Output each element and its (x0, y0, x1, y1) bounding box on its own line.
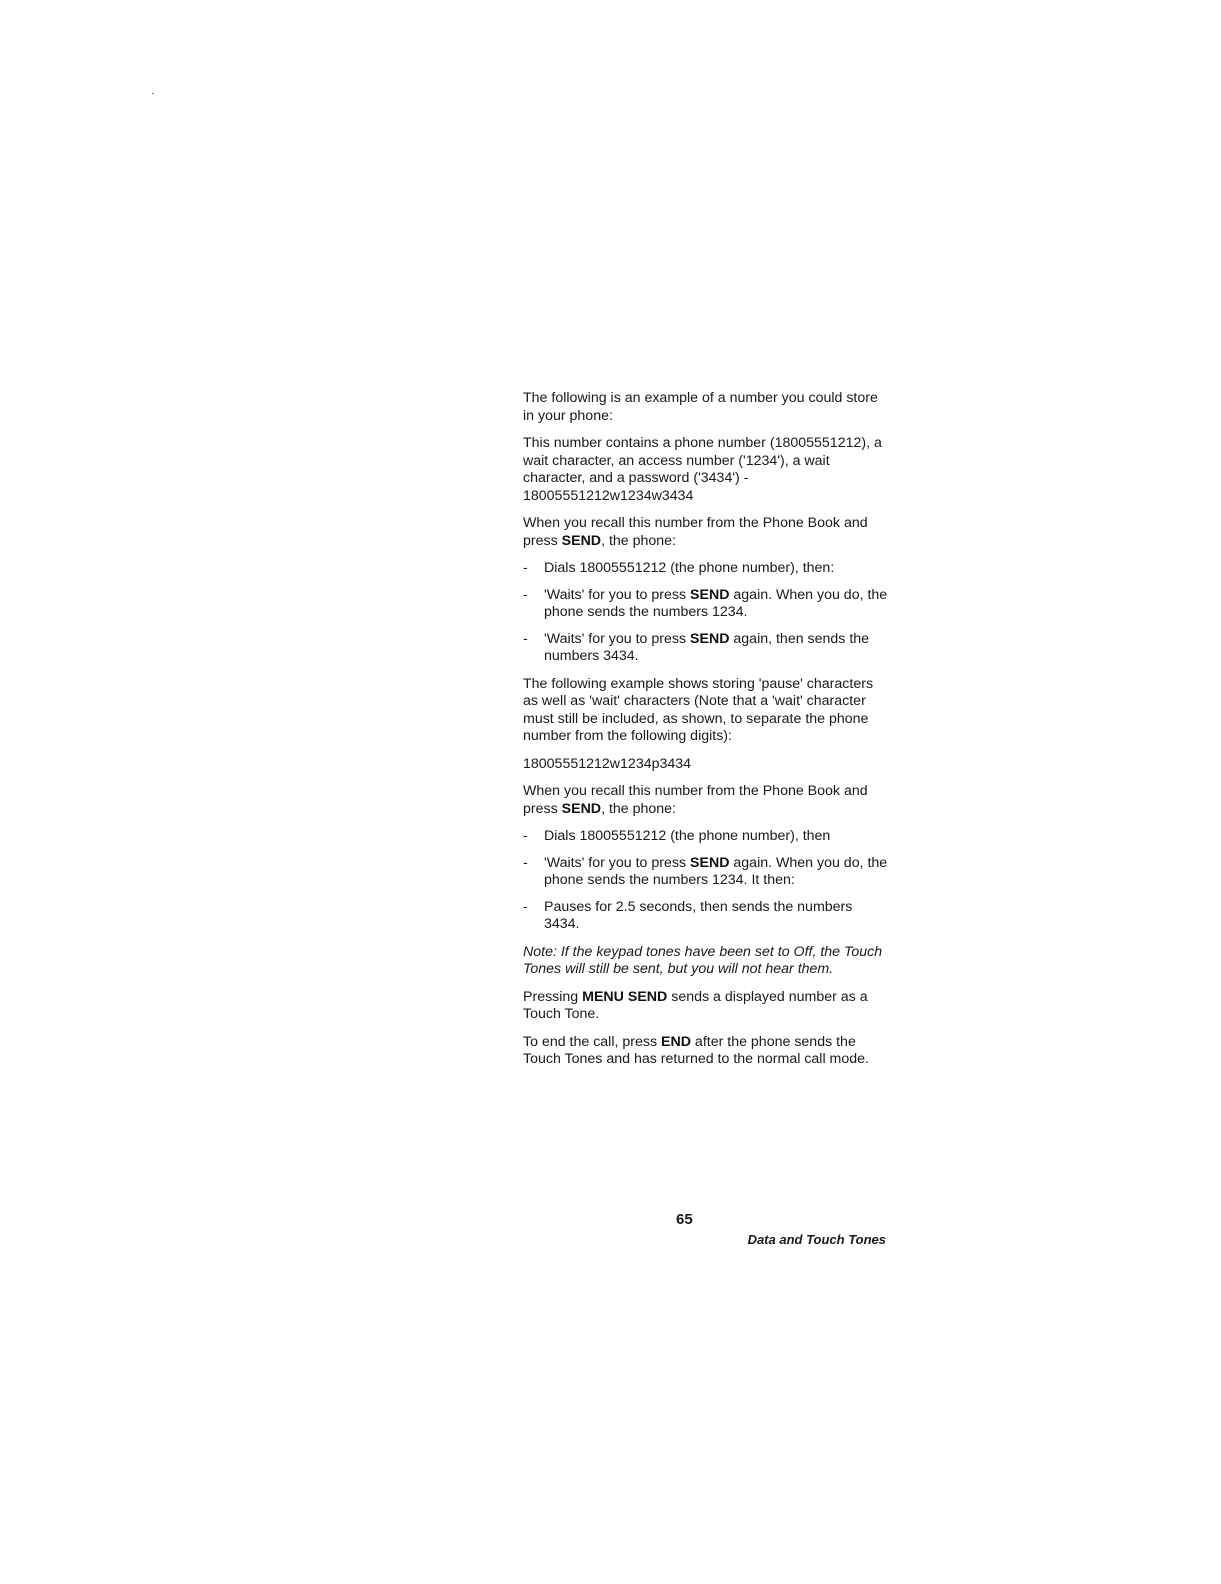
list-item: - 'Waits' for you to press SEND again, then sends the numbers 3434. (523, 630, 870, 664)
recall-paragraph-2: When you recall this number from the Phone Book and press SEND, the phone: (523, 783, 868, 817)
wait-steps-list (523, 560, 888, 666)
section-footer-title: Data and Touch Tones (747, 1232, 886, 1247)
end-call-paragraph: To end the call, press END after the phone sends the Touch Tones and has returned to the normal call mode. (523, 1033, 869, 1067)
example-number: 18005551212w1234p3434 (523, 755, 692, 772)
send-key-label: SEND (690, 854, 730, 871)
body-text (523, 390, 888, 1079)
scan-speck (152, 93, 154, 94)
list-item: - 'Waits' for you to press SEND again. When you do, the phone sends the numbers 1234. It then: (523, 854, 888, 888)
send-key-label: SEND (690, 586, 730, 603)
list-item: - 'Waits' for you to press SEND again. When you do, the phone sends the numbers 1234. (523, 586, 888, 620)
dash-marker: - (523, 586, 528, 603)
dash-marker: - (523, 828, 528, 844)
list-item: - Dials 18005551212 (the phone number), then: (523, 560, 835, 576)
send-key-label: SEND (561, 532, 602, 549)
dash-marker: - (523, 854, 528, 871)
end-key-label: END (661, 1033, 691, 1050)
recall-paragraph: When you recall this number from the Phone Book and press SEND, the phone: (523, 515, 868, 549)
keypad-tones-note: Note: If the keypad tones have been set to Off, the Touch Tones will still be sent, but you will not hear them. (523, 943, 883, 977)
page-number: 65 (676, 1211, 693, 1228)
dash-marker: - (523, 630, 528, 647)
menu-send-paragraph: Pressing MENU SEND sends a displayed number as a Touch Tone. (523, 988, 868, 1022)
number-explanation-paragraph: This number contains a phone number (18005551212), a wait character, an access number ('1234'), a wait character, and a password ('3434') - 18005551212w1234w3434 (523, 435, 882, 504)
list-item: - Dials 18005551212 (the phone number), then (523, 828, 831, 844)
pause-example-paragraph: The following example shows storing 'pause' characters as well as 'wait' characters (Note that a 'wait' character must still be included, as shown, to separate the phone number from the following digits): (523, 675, 874, 744)
dash-marker: - (523, 560, 528, 576)
intro-paragraph: The following is an example of a number you could store in your phone: (523, 390, 878, 424)
list-item: - Pauses for 2.5 seconds, then sends the numbers 3434. (523, 898, 853, 932)
send-key-label: SEND (690, 630, 730, 647)
send-key-label: SEND (561, 800, 602, 817)
pause-steps-list (523, 828, 888, 934)
dash-marker: - (523, 898, 528, 915)
menu-send-key-label: MENU SEND (582, 988, 668, 1005)
